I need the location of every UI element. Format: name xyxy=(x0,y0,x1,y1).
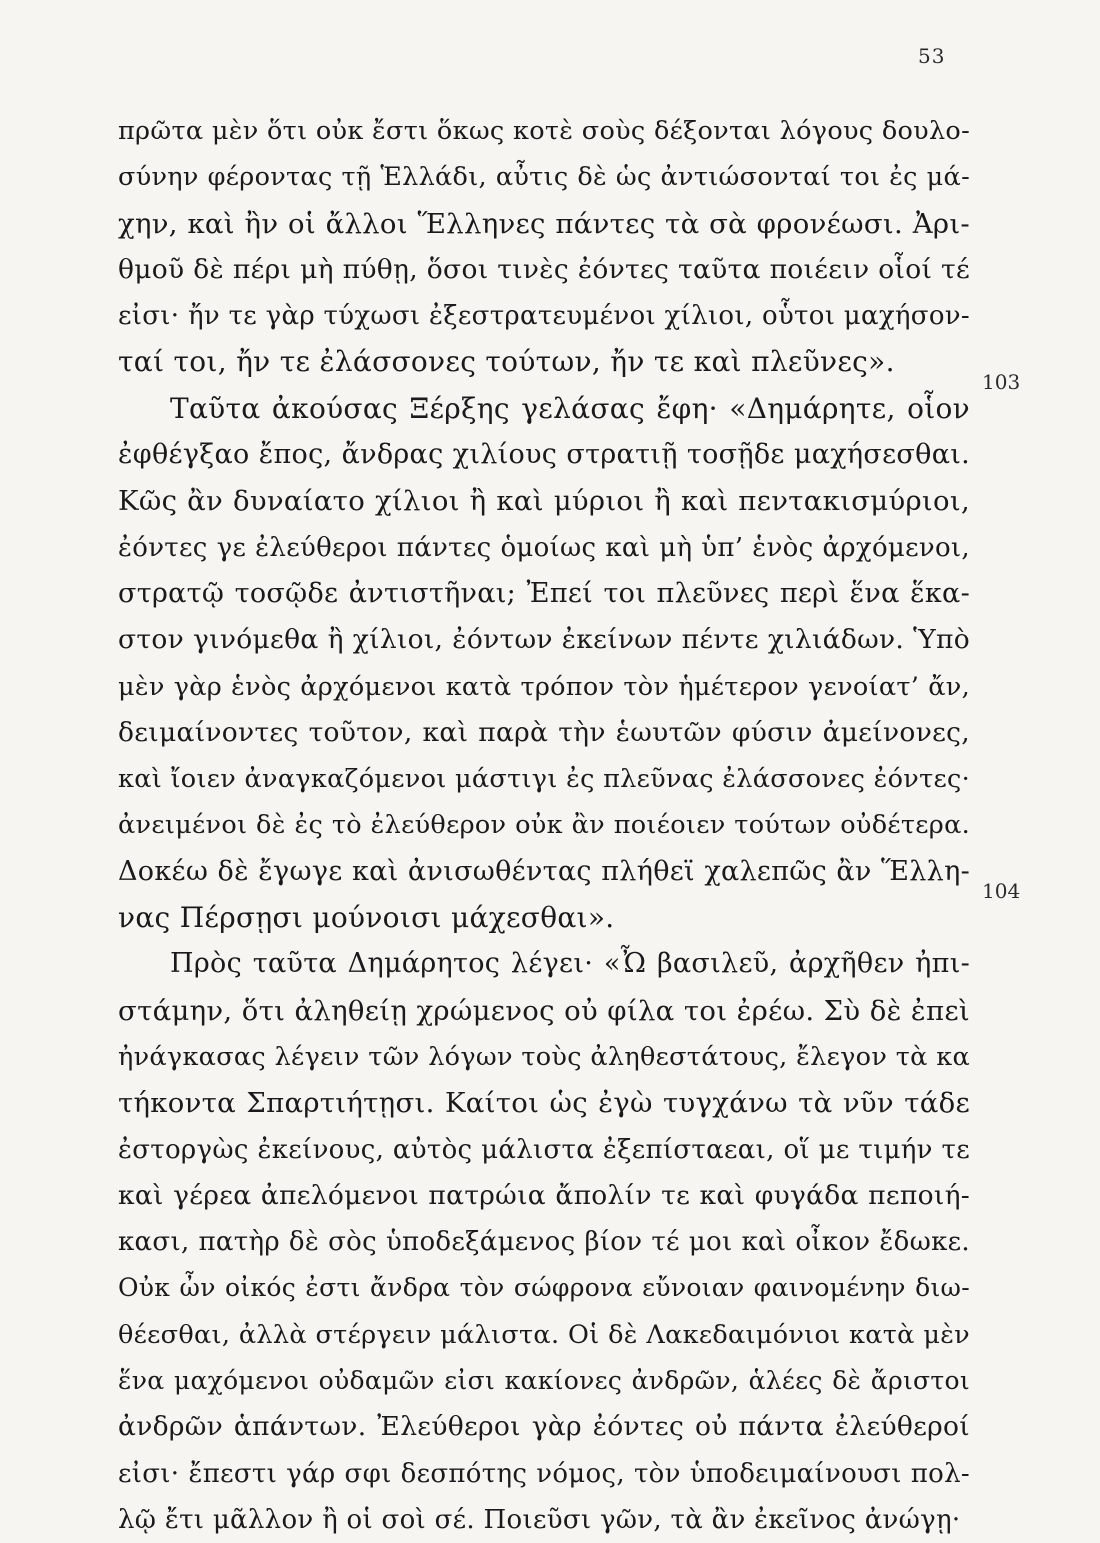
text-line: ἀνειμένοι δὲ ἐς τὸ ἐλεύθερον οὐκ ἂν ποιέοιεν τούτων οὐδέτερα. xyxy=(118,810,970,841)
text-line: καὶ γέρεα ἀπελόμενοι πατρώια ἄπολίν τε καὶ φυγάδα πεποιή- xyxy=(118,1179,970,1211)
text-line: χην, καὶ ἢν οἱ ἄλλοι Ἕλληνες πάντες τὰ σὰ φρονέωσι. Ἀρι- xyxy=(118,207,970,240)
section-number-104: 104 xyxy=(982,879,1021,903)
page-number: 53 xyxy=(918,44,946,68)
text-line: δειμαίνοντες τοῦτον, καὶ παρὰ τὴν ἑωυτῶν φύσιν ἀμείνονες, xyxy=(118,716,970,748)
text-line: ἠνάγκασας λέγειν τῶν λόγων τοὺς ἀληθεστάτους, ἔλεγον τὰ κα xyxy=(118,1041,970,1072)
text-line: στάμην, ὅτι ἀληθείῃ χρώμενος οὐ φίλα τοι ἐρέω. Σὺ δὲ ἐπεὶ xyxy=(118,994,970,1027)
text-line: σύνην φέροντας τῇ Ἑλλάδι, αὖτις δὲ ὡς ἀντιώσονταί τοι ἐς μά- xyxy=(118,162,970,193)
text-line: ἀνδρῶν ἁπάντων. Ἐλεύθεροι γὰρ ἐόντες οὐ πάντα ἐλεύθεροί xyxy=(118,1411,970,1443)
text-line: καὶ ἴοιεν ἀναγκαζόμενοι μάστιγι ἐς πλεῦνας ἐλάσσονες ἐόντες· xyxy=(118,764,970,795)
text-line: εἰσι· ἤν τε γὰρ τύχωσι ἐξεστρατευμένοι χίλιοι, οὗτοι μαχήσον- xyxy=(118,301,970,332)
text-line: νας Πέρσῃσι μούνοισι μάχεσθαι». xyxy=(118,901,615,935)
text-line: στον γινόμεθα ἢ χίλιοι, ἐόντων ἐκείνων πέντε χιλιάδων. Ὑπὸ xyxy=(118,624,970,656)
text-line: Δοκέω δὲ ἔγωγε καὶ ἀνισωθέντας πλήθεϊ χαλεπῶς ἂν Ἕλλη- xyxy=(118,855,970,887)
text-line: ἐόντες γε ἐλεύθεροι πάντες ὁμοίως καὶ μὴ ὑπ’ ἑνὸς ἀρχόμενοι, xyxy=(118,532,970,563)
main-text xyxy=(118,108,970,1543)
text-line: θμοῦ δὲ πέρι μὴ πύθῃ, ὅσοι τινὲς ἐόντες ταῦτα ποιέειν οἷοί τέ xyxy=(118,253,970,285)
text-line: τήκοντα Σπαρτιήτῃσι. Καίτοι ὡς ἐγὼ τυγχάνω τὰ νῦν τάδε xyxy=(118,1087,970,1120)
text-line: πρῶτα μὲν ὅτι οὐκ ἔστι ὅκως κοτὲ σοὺς δέξονται λόγους δουλο- xyxy=(118,116,970,146)
text-line: θέεσθαι, ἀλλὰ στέργειν μάλιστα. Οἱ δὲ Λακεδαιμόνιοι κατὰ μὲν xyxy=(118,1319,970,1350)
text-line: ταί τοι, ἤν τε ἐλάσσονες τούτων, ἤν τε καὶ πλεῦνες». xyxy=(118,345,895,379)
text-line: Οὐκ ὦν οἰκός ἐστι ἄνδρα τὸν σώφρονα εὔνοιαν φαινομένην διω- xyxy=(118,1273,970,1303)
text-line: Πρὸς ταῦτα Δημάρητος λέγει· «Ὦ βασιλεῦ, ἀρχῆθεν ἠπι- xyxy=(170,948,970,980)
text-line: μὲν γὰρ ἑνὸς ἀρχόμενοι κατὰ τρόπον τὸν ἡμέτερον γενοίατ’ ἄν, xyxy=(118,671,970,702)
text-line: ἕνα μαχόμενοι οὐδαμῶν εἰσι κακίονες ἀνδρῶν, ἁλέες δὲ ἄριστοι xyxy=(118,1366,970,1396)
text-line: Κῶς ἂν δυναίατο χίλιοι ἢ καὶ μύριοι ἢ καὶ πεντακισμύριοι, xyxy=(118,485,970,518)
text-line: ἐστοργὼς ἐκείνους, αὐτὸς μάλιστα ἐξεπίσταεαι, οἵ με τιμήν τε xyxy=(118,1134,970,1165)
text-line: Ταῦτα ἀκούσας Ξέρξης γελάσας ἔφη· «Δημάρητε, οἷον xyxy=(170,391,970,425)
text-line: εἰσι· ἔπεστι γάρ σφι δεσπότης νόμος, τὸν ὑποδειμαίνουσι πολ- xyxy=(118,1458,970,1489)
text-line: κασι, πατὴρ δὲ σὸς ὑποδεξάμενος βίον τέ μοι καὶ οἶκον ἔδωκε. xyxy=(118,1227,970,1258)
section-number-103: 103 xyxy=(982,370,1021,394)
text-line: λῷ ἔτι μᾶλλον ἢ οἱ σοὶ σέ. Ποιεῦσι γῶν, τὰ ἂν ἐκεῖνος ἀνώγῃ· xyxy=(118,1504,961,1535)
text-line: στρατῷ τοσῷδε ἀντιστῆναι; Ἐπεί τοι πλεῦνες περὶ ἕνα ἕκα- xyxy=(118,577,970,609)
text-line: ἐφθέγξαο ἔπος, ἄνδρας χιλίους στρατιῇ τοσῇδε μαχήσεσθαι. xyxy=(118,439,970,471)
